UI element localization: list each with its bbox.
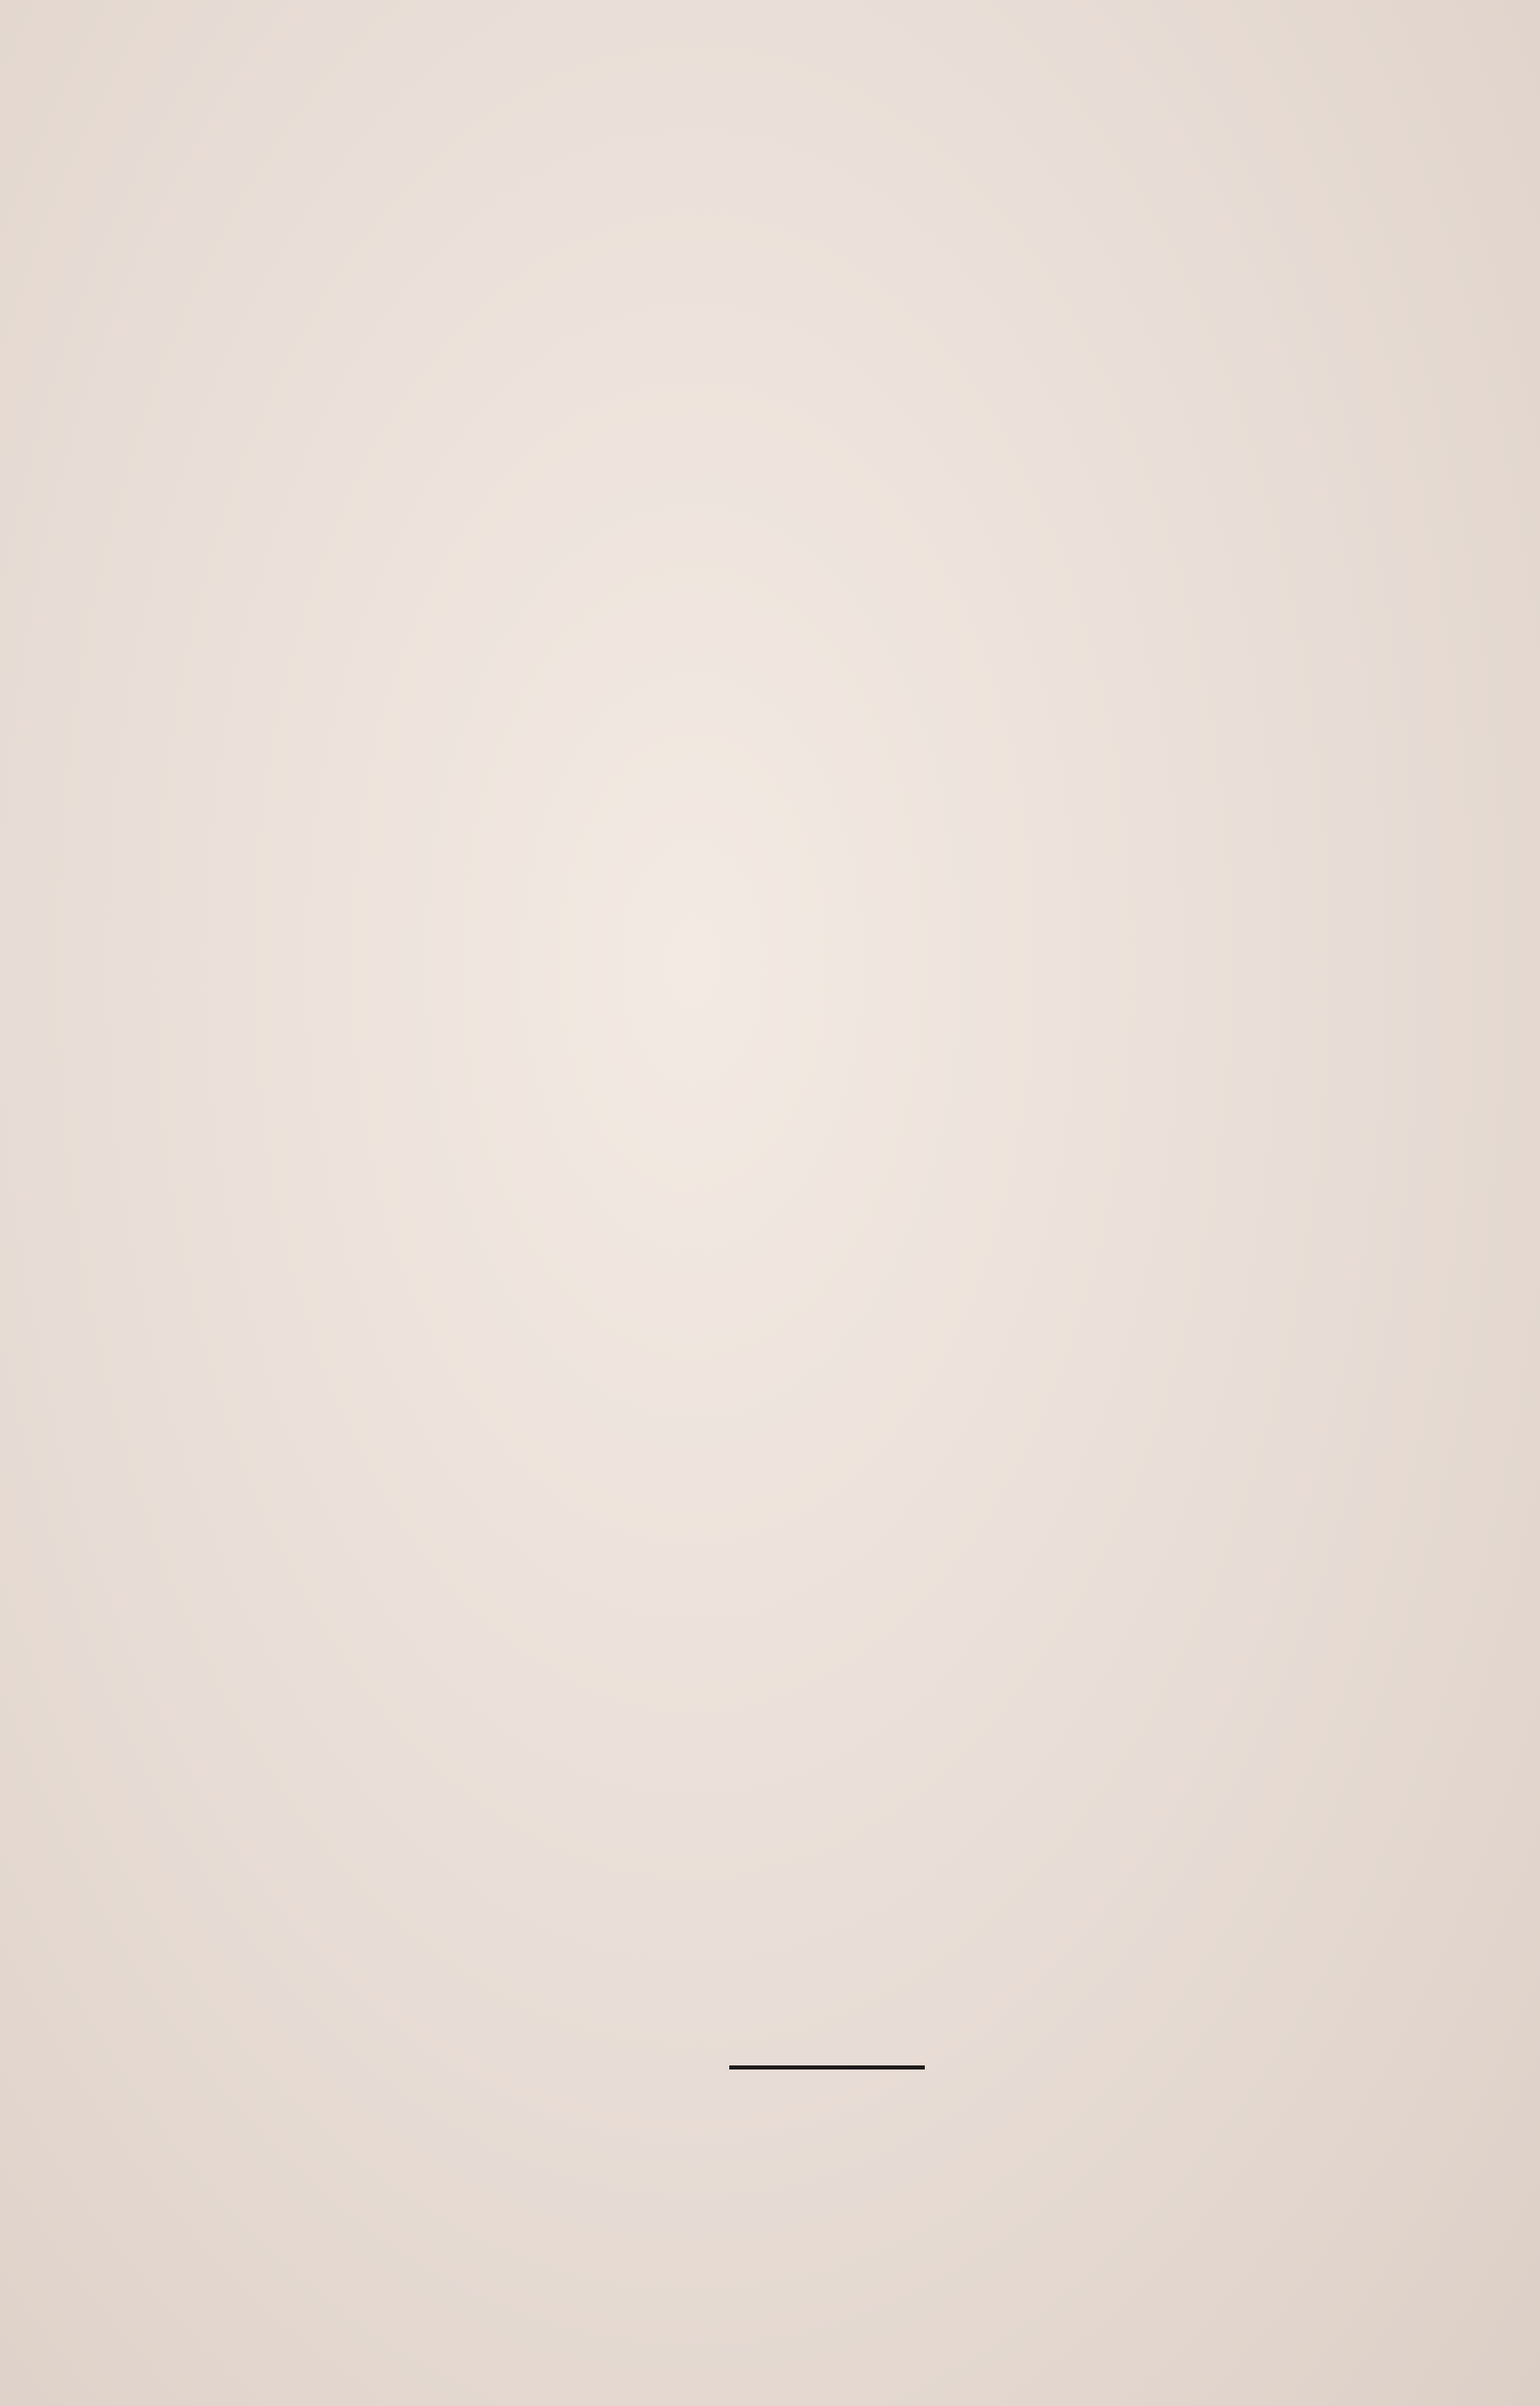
end-rule <box>729 2065 925 2070</box>
